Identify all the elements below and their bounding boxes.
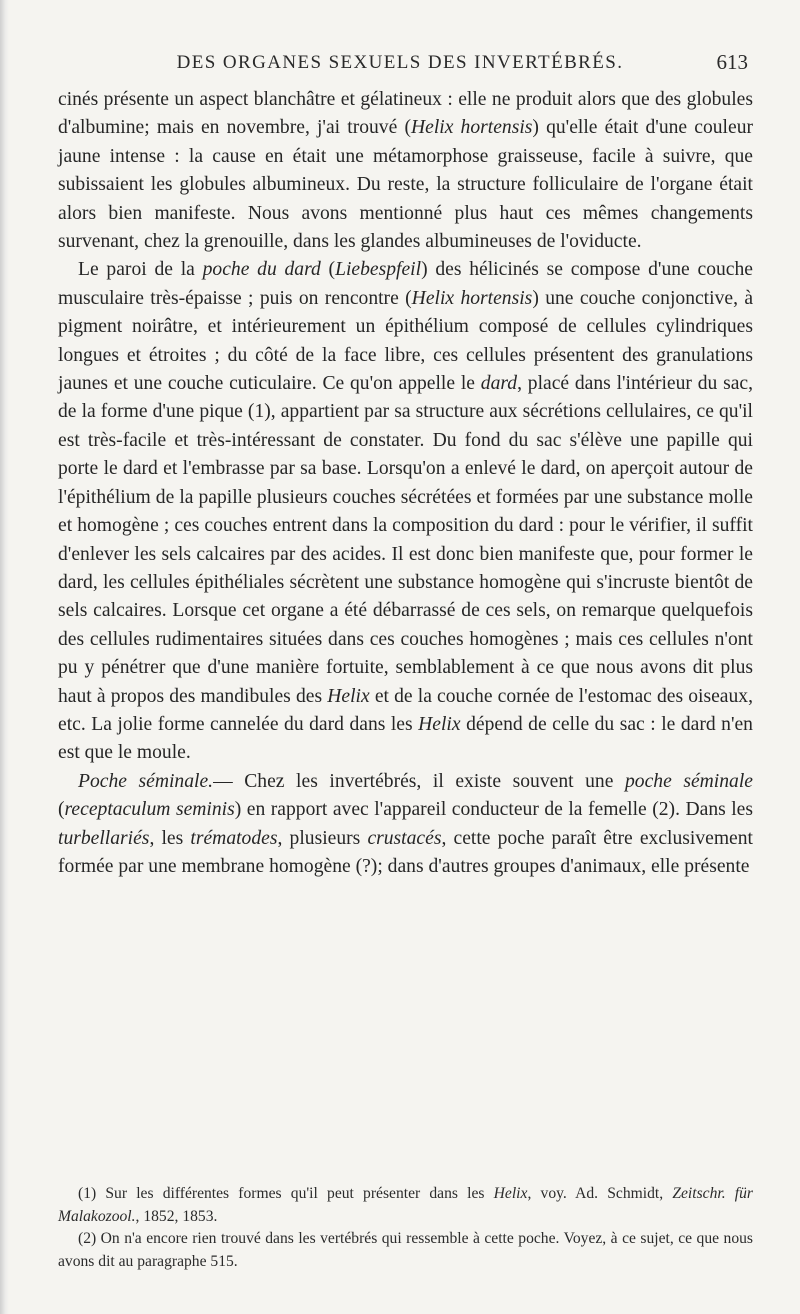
italic-text: receptaculum seminis	[64, 799, 235, 821]
text-run: ) une couche conjonctive, à pigment noirâtre, et intérieurement un épithélium composé de cellules cylindriques longues et étroites ; du côté de la face libre, ces cellules présentent des granulations jaunes et une couche cuticulaire. Ce qu'on appelle le	[58, 287, 754, 395]
italic-text: Helix hortensis	[410, 117, 533, 139]
text-run: ) qu'elle était d'une couleur jaune intense : la cause en était une métamorphose graisseuse, facile à suivre, que subissaient les globules albumineux. Du reste, la structure folliculaire de l'organe était alors bien manifeste. Nous avons mentionné plus haut ces mêmes changements survenant, chez la grenouille, dans les glandes albumineuses de l'oviducte.	[58, 117, 754, 253]
paragraph-albumin-gland	[58, 86, 753, 256]
italic-text: Helix	[418, 713, 461, 735]
text-run: et de la couche cornée de l'estomac des oiseaux, etc. La jolie forme cannelée du dard dans les	[58, 685, 753, 735]
text-run: dépend de celle du sac : le dard n'en est que le moule.	[58, 713, 753, 764]
page-number: 613	[716, 50, 748, 74]
italic-text: Helix	[493, 1185, 528, 1202]
footnotes	[58, 1183, 753, 1273]
text-run: — Chez les invertébrés, il existe souvent une	[213, 770, 625, 792]
italic-text: Zeitschr. für Malakozool.	[58, 1185, 753, 1225]
italic-text: poche du dard	[202, 259, 321, 281]
paragraph-dart-sac	[58, 256, 753, 767]
text-run: ) en rapport avec l'appareil conducteur de la femelle (2). Dans les	[234, 799, 754, 821]
italic-text: Helix	[327, 685, 370, 707]
italic-text: poche séminale	[624, 770, 753, 792]
italic-text: Liebespfeil	[335, 259, 422, 281]
text-run: , voy. Ad. Schmidt,	[527, 1185, 673, 1202]
italic-text: dard	[480, 373, 518, 395]
page-header	[0, 52, 800, 82]
text-run: , les	[149, 827, 191, 849]
footnote-1	[58, 1183, 753, 1228]
text-run: , plusieurs	[277, 827, 368, 849]
text-run: ) des hélicinés se compose d'une couche musculaire très-épaisse ; puis on rencontre (	[58, 259, 753, 309]
footnote-2	[58, 1228, 753, 1273]
text-run: cinés présente un aspect blanchâtre et gélatineux : elle ne produit alors que des globules d'albumine; mais en novembre, j'ai trouvé (	[58, 89, 753, 139]
text-run: , 1852, 1853.	[135, 1207, 218, 1225]
italic-text: Poche séminale.	[78, 770, 214, 792]
text-run: (	[58, 799, 65, 821]
paragraph-seminal-pouch	[58, 768, 753, 882]
italic-text: crustacés	[367, 827, 442, 849]
text-run: Le paroi de la	[78, 259, 203, 281]
body-text	[58, 86, 753, 881]
italic-text: turbellariés	[58, 827, 150, 849]
text-run: (	[320, 259, 336, 281]
italic-text: Helix hortensis	[411, 287, 533, 309]
page-edge-shadow	[0, 0, 9, 1314]
text-run: (1) Sur les différentes formes qu'il peut présenter dans les	[78, 1185, 494, 1202]
text-run: , cette poche paraît être exclusivement formée par une membrane homogène (?); dans d'autres groupes d'animaux, elle présente	[58, 827, 753, 877]
text-run: (2) On n'a encore rien trouvé dans les vertébrés qui ressemble à cette poche. Voyez, à ce sujet, ce que nous avons dit au paragraphe 515.	[58, 1230, 753, 1270]
italic-text: trématodes	[190, 827, 278, 849]
running-head: DES ORGANES SEXUELS DES INVERTÉBRÉS.	[176, 52, 624, 73]
text-run: , placé dans l'intérieur du sac, de la forme d'une pique (1), appartient par sa structure aux sécrétions cellulaires, ce qu'il est très-facile et très-intéressant de constater. Du fond du sac s'élève une papille qui porte le dard et l'embrasse par sa base. Lorsqu'on a enlevé le dard, on aperçoit autour de l'épithélium de la papille plusieurs couches sécrétées et formées par une substance molle et homogène ; ces couches entrent dans la composition du dard : pour le vérifier, il suffit d'enlever les sels calcaires par des acides. Il est donc bien manifeste que, pour former le dard, les cellules épithéliales sécrètent une substance homogène qui s'incruste bientôt de sels calcaires. Lorsque cet organe a été débarrassé de ces sels, on remarque quelquefois des cellules rudimentaires situées dans ces couches homogènes ; mais ces cellules n'ont pu y pénétrer que d'une manière fortuite, semblablement à ce que nous avons dit plus haut à propos des mandibules des	[58, 373, 754, 707]
